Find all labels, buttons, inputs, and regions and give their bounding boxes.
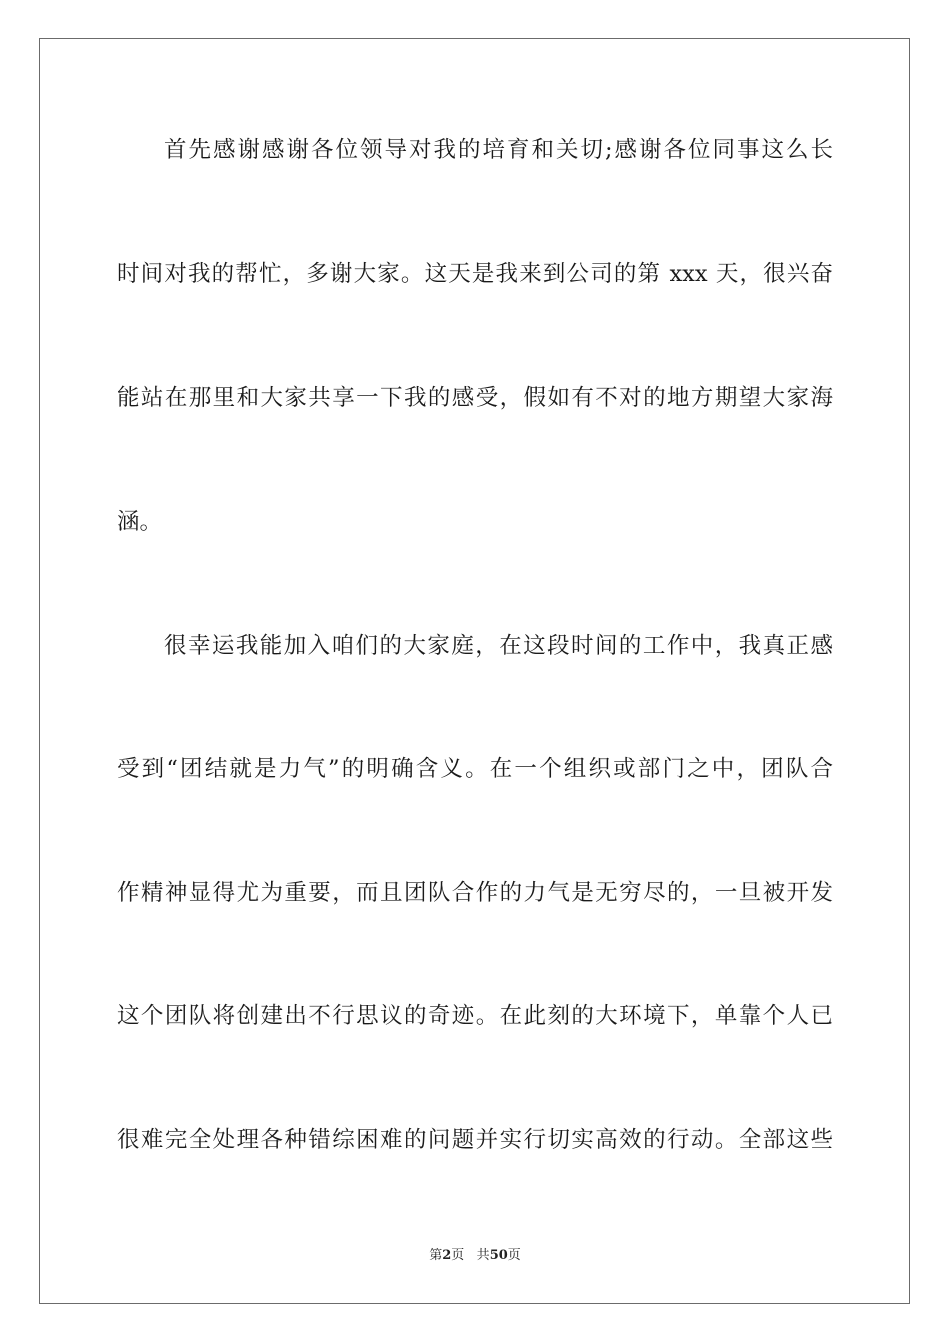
footer-total-suffix: 页 [507,1248,521,1263]
paragraph-1-line-4: 涵。 [117,509,163,535]
paragraph-1-line-1: 首先感谢感谢各位领导对我的培育和关切;感谢各位同事这么长 [164,137,833,163]
footer-current-page: 2 [442,1248,452,1263]
paragraph-2-line-5: 很难完全处理各种错综困难的问题并实行切实高效的行动。全部这些 [117,1127,833,1153]
page-footer [0,1246,950,1266]
paragraph-2-line-2: 受到“团结就是力气”的明确含义。在一个组织或部门之中，团队合 [117,756,833,782]
footer-prefix: 第 [429,1248,443,1263]
paragraph-2-line-3: 作精神显得尤为重要，而且团队合作的力气是无穷尽的，一旦被开发 [117,880,833,906]
paragraph-2-line-1: 很幸运我能加入咱们的大家庭，在这段时间的工作中，我真正感 [164,633,833,659]
paragraph-1-line-3: 能站在那里和大家共享一下我的感受，假如有不对的地方期望大家海 [117,385,833,411]
paragraph-2-line-4: 这个团队将创建出不行思议的奇迹。在此刻的大环境下，单靠个人已 [117,1003,833,1029]
paragraph-1-line-2: 时间对我的帮忙，多谢大家。这天是我来到公司的第 xxx 天，很兴奋 [117,261,833,287]
footer-total-prefix: 共 [476,1248,490,1263]
page-frame [39,38,910,1304]
footer-page-word: 页 [451,1248,465,1263]
footer-total-pages: 50 [489,1248,508,1263]
